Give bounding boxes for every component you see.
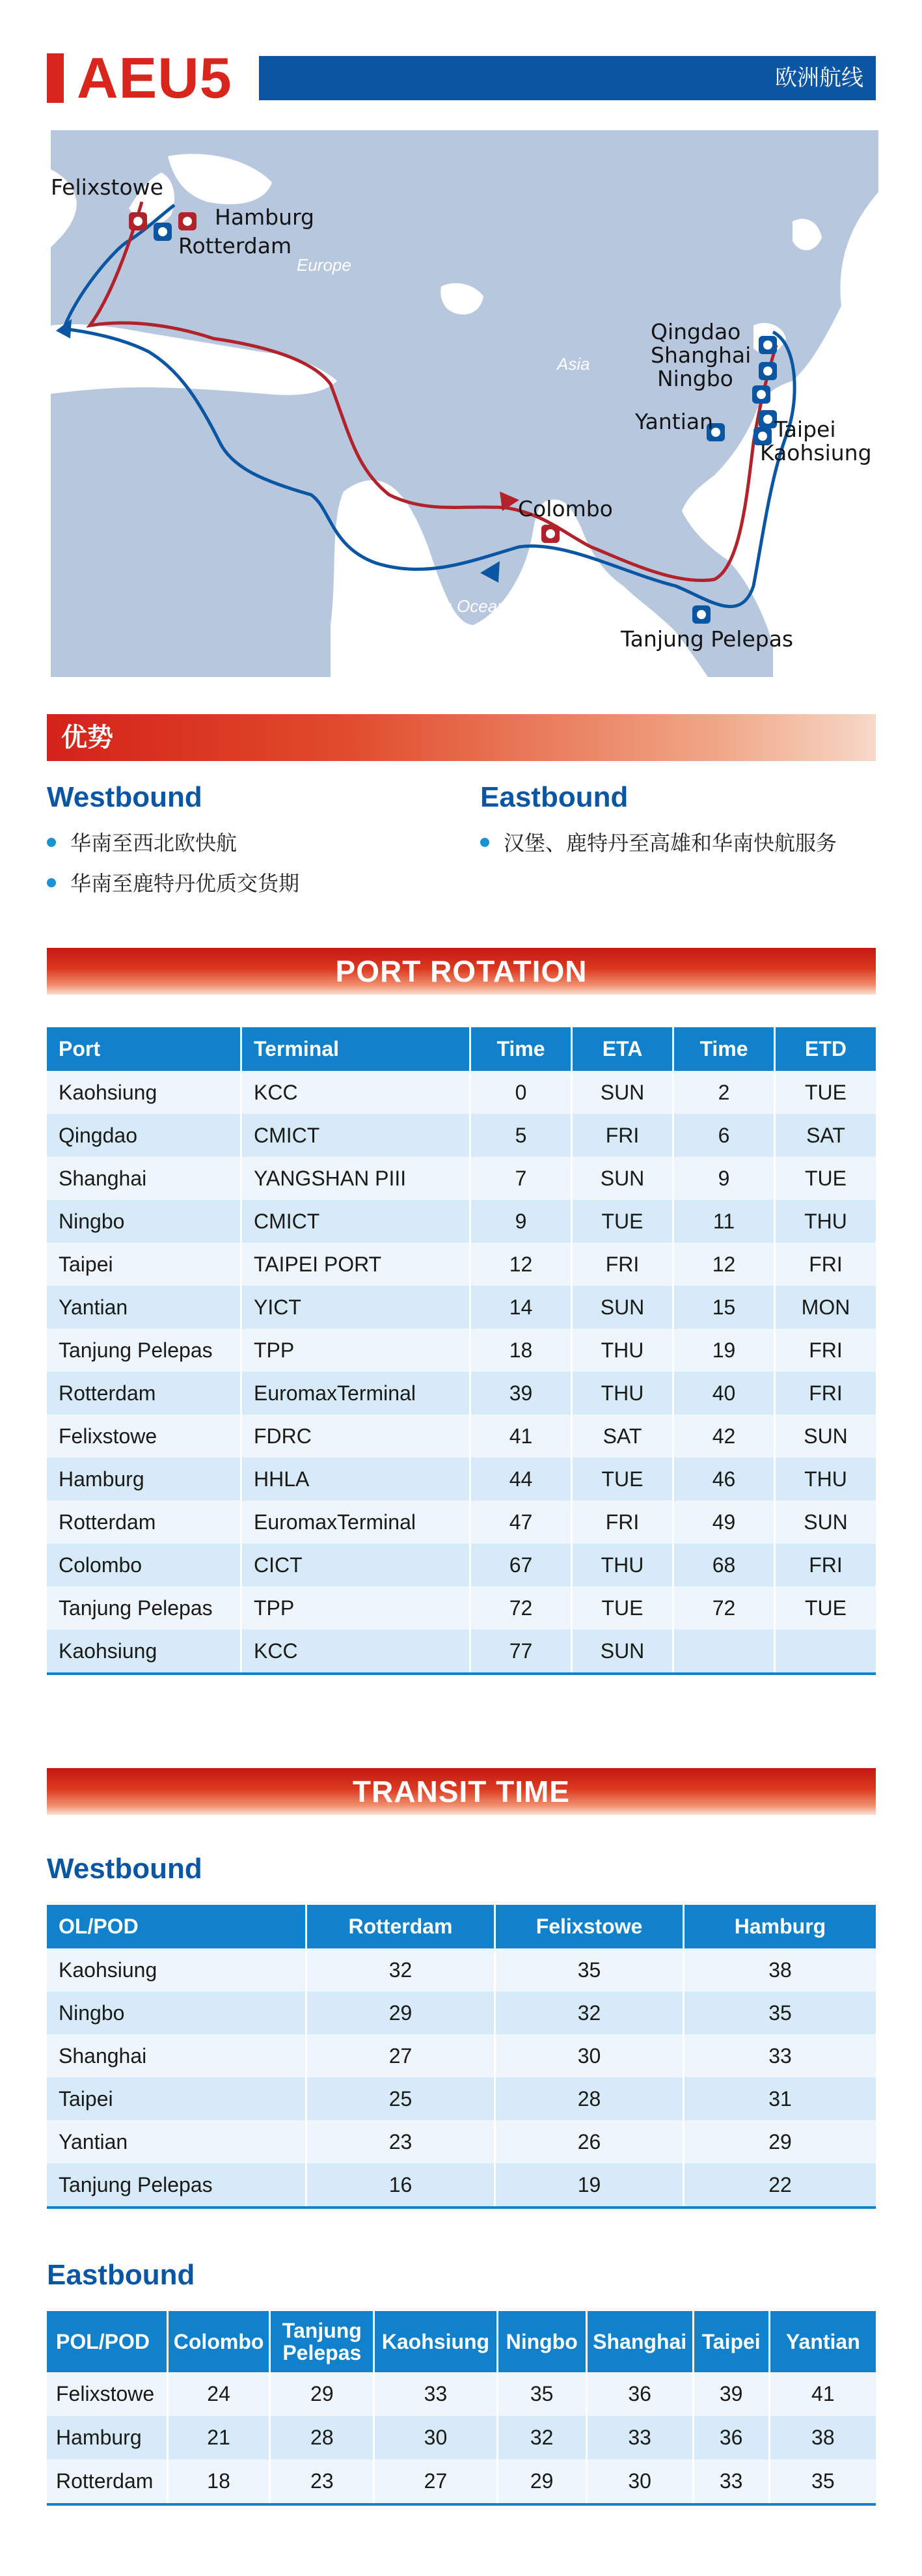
table-cell: 29 — [685, 2120, 876, 2163]
table-cell: 25 — [307, 2077, 496, 2120]
port-rotation-table — [47, 1027, 876, 1675]
table-cell: 39 — [694, 2372, 770, 2416]
table-cell: FRI — [776, 1544, 876, 1586]
map-label-tanjung-pelepas: Tanjung Pelepas — [621, 626, 794, 652]
route-map-graphic — [51, 130, 878, 677]
advantages-westbound-title: Westbound — [47, 781, 202, 813]
table-cell: 72 — [471, 1586, 573, 1629]
table-cell: FRI — [573, 1501, 674, 1544]
table-header-row — [47, 1905, 876, 1948]
table-cell: 27 — [307, 2034, 496, 2077]
transit-westbound-title: Westbound — [47, 1853, 202, 1885]
table-cell: TPP — [242, 1586, 471, 1629]
table-cell: CICT — [242, 1544, 471, 1586]
table-cell: FRI — [573, 1243, 674, 1286]
table-cell: MON — [776, 1286, 876, 1329]
table-cell: 35 — [496, 1948, 685, 1991]
map-label-felixstowe: Felixstowe — [51, 174, 163, 200]
column-header: Port — [47, 1027, 242, 1071]
table-cell: Tanjung Pelepas — [47, 2163, 307, 2206]
table-cell: 21 — [169, 2416, 271, 2459]
table-row — [47, 1071, 876, 1114]
table-cell: 19 — [496, 2163, 685, 2206]
table-cell: 5 — [471, 1114, 573, 1157]
table-cell: 18 — [471, 1329, 573, 1372]
table-cell: 32 — [498, 2416, 588, 2459]
table-cell: 2 — [674, 1071, 776, 1114]
map-label-ningbo: Ningbo — [657, 366, 733, 391]
table-row — [47, 2034, 876, 2077]
table-cell: CMICT — [242, 1200, 471, 1243]
table-row — [47, 2459, 876, 2503]
table-cell: 67 — [471, 1544, 573, 1586]
map-label-shanghai: Shanghai — [651, 342, 752, 368]
table-cell: Qingdao — [47, 1114, 242, 1157]
table-cell: 29 — [307, 1991, 496, 2034]
table-cell: 77 — [471, 1629, 573, 1672]
bullet-dot-icon — [480, 838, 489, 847]
table-cell: 30 — [375, 2416, 498, 2459]
table-cell: THU — [573, 1329, 674, 1372]
table-cell: Yantian — [47, 2120, 307, 2163]
table-cell: FRI — [776, 1329, 876, 1372]
advantages-eastbound-item: 汉堡、鹿特丹至高雄和华南快航服务 — [480, 827, 837, 857]
service-code: AEU5 — [77, 46, 232, 110]
table-row — [47, 1372, 876, 1415]
table-cell: 46 — [674, 1458, 776, 1501]
table-cell: FDRC — [242, 1415, 471, 1458]
port-rotation-title: PORT ROTATION — [335, 954, 588, 988]
column-header: ETA — [573, 1027, 674, 1071]
table-cell: Tanjung Pelepas — [47, 1586, 242, 1629]
table-cell: TAIPEI PORT — [242, 1243, 471, 1286]
table-row — [47, 1243, 876, 1286]
column-header: Ningbo — [498, 2311, 588, 2372]
table-cell: THU — [573, 1372, 674, 1415]
table-row — [47, 1629, 876, 1672]
table-cell: 33 — [375, 2372, 498, 2416]
table-cell: TUE — [573, 1586, 674, 1629]
column-header: Felixstowe — [496, 1905, 685, 1948]
table-cell: Ningbo — [47, 1991, 307, 2034]
table-cell: 29 — [498, 2459, 588, 2503]
table-cell: SAT — [573, 1415, 674, 1458]
table-row — [47, 1329, 876, 1372]
table-cell: SUN — [573, 1071, 674, 1114]
table-cell: Yantian — [47, 1286, 242, 1329]
table-cell: SUN — [573, 1286, 674, 1329]
advantages-banner — [47, 714, 876, 761]
table-row — [47, 1544, 876, 1586]
table-cell: 7 — [471, 1157, 573, 1200]
table-cell: 26 — [496, 2120, 685, 2163]
table-cell: Kaohsiung — [47, 1948, 307, 1991]
table-row — [47, 1501, 876, 1544]
table-row — [47, 2120, 876, 2163]
service-region-label: 欧洲航线 — [775, 65, 863, 91]
table-cell: SUN — [573, 1157, 674, 1200]
eastbound-transit-table — [47, 2311, 876, 2506]
table-cell: SUN — [776, 1415, 876, 1458]
table-cell: Kaohsiung — [47, 1071, 242, 1114]
table-cell — [674, 1629, 776, 1672]
table-cell: 9 — [674, 1157, 776, 1200]
column-header: Time — [471, 1027, 573, 1071]
table-cell: Shanghai — [47, 1157, 242, 1200]
table-cell: Hamburg — [47, 1458, 242, 1501]
table-cell: Shanghai — [47, 2034, 307, 2077]
table-cell: 6 — [674, 1114, 776, 1157]
table-cell: SUN — [573, 1629, 674, 1672]
table-cell: THU — [573, 1544, 674, 1586]
table-cell: 49 — [674, 1501, 776, 1544]
table-cell: 33 — [588, 2416, 694, 2459]
table-body — [47, 1948, 876, 2206]
table-cell: 32 — [307, 1948, 496, 1991]
table-cell: TUE — [776, 1071, 876, 1114]
table-row — [47, 1458, 876, 1501]
table-cell: 28 — [271, 2416, 375, 2459]
table-cell: 68 — [674, 1544, 776, 1586]
table-cell: Taipei — [47, 1243, 242, 1286]
table-header-row — [47, 1027, 876, 1071]
map-label-colombo: Colombo — [518, 496, 613, 521]
table-cell: 36 — [588, 2372, 694, 2416]
table-cell: FRI — [573, 1114, 674, 1157]
table-cell: YANGSHAN PIII — [242, 1157, 471, 1200]
map-label-yantian: Yantian — [635, 409, 713, 434]
table-cell: EuromaxTerminal — [242, 1501, 471, 1544]
table-cell: 47 — [471, 1501, 573, 1544]
table-cell: TPP — [242, 1329, 471, 1372]
table-cell: 31 — [685, 2077, 876, 2120]
table-cell: 14 — [471, 1286, 573, 1329]
map-region-europe: Europe — [297, 255, 351, 275]
table-cell: 38 — [770, 2416, 876, 2459]
table-row — [47, 2077, 876, 2120]
table-cell: 22 — [685, 2163, 876, 2206]
column-header: Kaohsiung — [375, 2311, 498, 2372]
column-header: Colombo — [169, 2311, 271, 2372]
table-cell: 32 — [496, 1991, 685, 2034]
table-cell: 36 — [694, 2416, 770, 2459]
table-cell: 44 — [471, 1458, 573, 1501]
table-row — [47, 1586, 876, 1629]
table-cell: KCC — [242, 1071, 471, 1114]
table-cell: HHLA — [242, 1458, 471, 1501]
column-header: Time — [674, 1027, 776, 1071]
table-cell: TUE — [776, 1157, 876, 1200]
table-cell: 0 — [471, 1071, 573, 1114]
column-header: Tanjung Pelepas — [271, 2311, 375, 2372]
table-cell: THU — [776, 1200, 876, 1243]
table-row — [47, 1948, 876, 1991]
port-rotation-banner — [47, 948, 876, 995]
table-row — [47, 1200, 876, 1243]
table-cell: Colombo — [47, 1544, 242, 1586]
table-cell: 33 — [694, 2459, 770, 2503]
table-cell: 12 — [471, 1243, 573, 1286]
table-cell: 15 — [674, 1286, 776, 1329]
header-accent-block — [47, 53, 64, 103]
transit-time-banner — [47, 1768, 876, 1815]
column-header: Taipei — [694, 2311, 770, 2372]
table-body — [47, 1071, 876, 1672]
table-row — [47, 1415, 876, 1458]
column-header: OL/POD — [47, 1905, 307, 1948]
table-cell: 11 — [674, 1200, 776, 1243]
table-cell: 33 — [685, 2034, 876, 2077]
westbound-transit-table — [47, 1905, 876, 2209]
table-cell: 30 — [588, 2459, 694, 2503]
table-cell: THU — [776, 1458, 876, 1501]
table-cell: 35 — [685, 1991, 876, 2034]
table-cell: TUE — [776, 1586, 876, 1629]
table-cell: 23 — [307, 2120, 496, 2163]
table-cell: 12 — [674, 1243, 776, 1286]
map-label-kaohsiung: Kaohsiung — [760, 440, 872, 465]
table-cell: 42 — [674, 1415, 776, 1458]
table-cell: 30 — [496, 2034, 685, 2077]
transit-eastbound-title: Eastbound — [47, 2259, 195, 2291]
column-header: ETD — [776, 1027, 876, 1071]
bullet-dot-icon — [47, 838, 56, 847]
table-cell: 24 — [169, 2372, 271, 2416]
table-cell: TUE — [573, 1200, 674, 1243]
map-label-qingdao: Qingdao — [651, 319, 741, 344]
table-cell: EuromaxTerminal — [242, 1372, 471, 1415]
table-cell: 23 — [271, 2459, 375, 2503]
table-cell: FRI — [776, 1372, 876, 1415]
table-cell: CMICT — [242, 1114, 471, 1157]
table-cell: 35 — [770, 2459, 876, 2503]
bullet-dot-icon — [47, 878, 56, 887]
table-row — [47, 2372, 876, 2416]
table-row — [47, 1991, 876, 2034]
table-cell: Rotterdam — [47, 1372, 242, 1415]
table-cell: Rotterdam — [47, 1501, 242, 1544]
land-mass — [51, 130, 878, 677]
table-cell: 19 — [674, 1329, 776, 1372]
column-header: Rotterdam — [307, 1905, 496, 1948]
advantages-title: 优势 — [61, 723, 113, 753]
table-row — [47, 1114, 876, 1157]
table-row — [47, 2163, 876, 2206]
table-cell: Rotterdam — [47, 2459, 169, 2503]
table-row — [47, 1157, 876, 1200]
table-cell: 28 — [496, 2077, 685, 2120]
table-cell: Ningbo — [47, 1200, 242, 1243]
advantages-eastbound-title: Eastbound — [480, 781, 629, 813]
table-header-row — [47, 2311, 876, 2372]
table-cell: Kaohsiung — [47, 1629, 242, 1672]
table-cell: Hamburg — [47, 2416, 169, 2459]
table-cell: 41 — [770, 2372, 876, 2416]
table-cell: Tanjung Pelepas — [47, 1329, 242, 1372]
column-header: Hamburg — [685, 1905, 876, 1948]
table-cell: 29 — [271, 2372, 375, 2416]
map-label-hamburg: Hamburg — [215, 204, 314, 230]
column-header: Terminal — [242, 1027, 471, 1071]
table-cell: KCC — [242, 1629, 471, 1672]
table-cell: Felixstowe — [47, 2372, 169, 2416]
transit-time-title: TRANSIT TIME — [353, 1775, 570, 1808]
table-body — [47, 2372, 876, 2503]
table-cell: 72 — [674, 1586, 776, 1629]
table-cell: YICT — [242, 1286, 471, 1329]
table-cell: 38 — [685, 1948, 876, 1991]
table-cell: 9 — [471, 1200, 573, 1243]
advantages-westbound-item: 华南至西北欧快航 — [47, 827, 237, 857]
table-cell: SAT — [776, 1114, 876, 1157]
table-cell: 16 — [307, 2163, 496, 2206]
map-region-asia: Asia — [557, 354, 590, 374]
map-label-taipei: Taipei — [774, 417, 836, 442]
column-header: Shanghai — [588, 2311, 694, 2372]
table-cell: 18 — [169, 2459, 271, 2503]
table-cell: Felixstowe — [47, 1415, 242, 1458]
table-row — [47, 2416, 876, 2459]
table-cell: 40 — [674, 1372, 776, 1415]
table-cell: SUN — [776, 1501, 876, 1544]
table-cell: TUE — [573, 1458, 674, 1501]
column-header: POL/POD — [47, 2311, 169, 2372]
table-cell: 27 — [375, 2459, 498, 2503]
table-cell: 41 — [471, 1415, 573, 1458]
table-cell: FRI — [776, 1243, 876, 1286]
column-header: Yantian — [770, 2311, 876, 2372]
table-row — [47, 1286, 876, 1329]
table-cell — [776, 1629, 876, 1672]
map-label-rotterdam: Rotterdam — [178, 233, 292, 258]
advantages-westbound-item: 华南至鹿特丹优质交货期 — [47, 867, 299, 897]
map-region-indian-ocean: Indian Ocean — [406, 596, 507, 616]
table-cell: 35 — [498, 2372, 588, 2416]
table-cell: 39 — [471, 1372, 573, 1415]
route-map — [51, 130, 878, 677]
table-cell: Taipei — [47, 2077, 307, 2120]
